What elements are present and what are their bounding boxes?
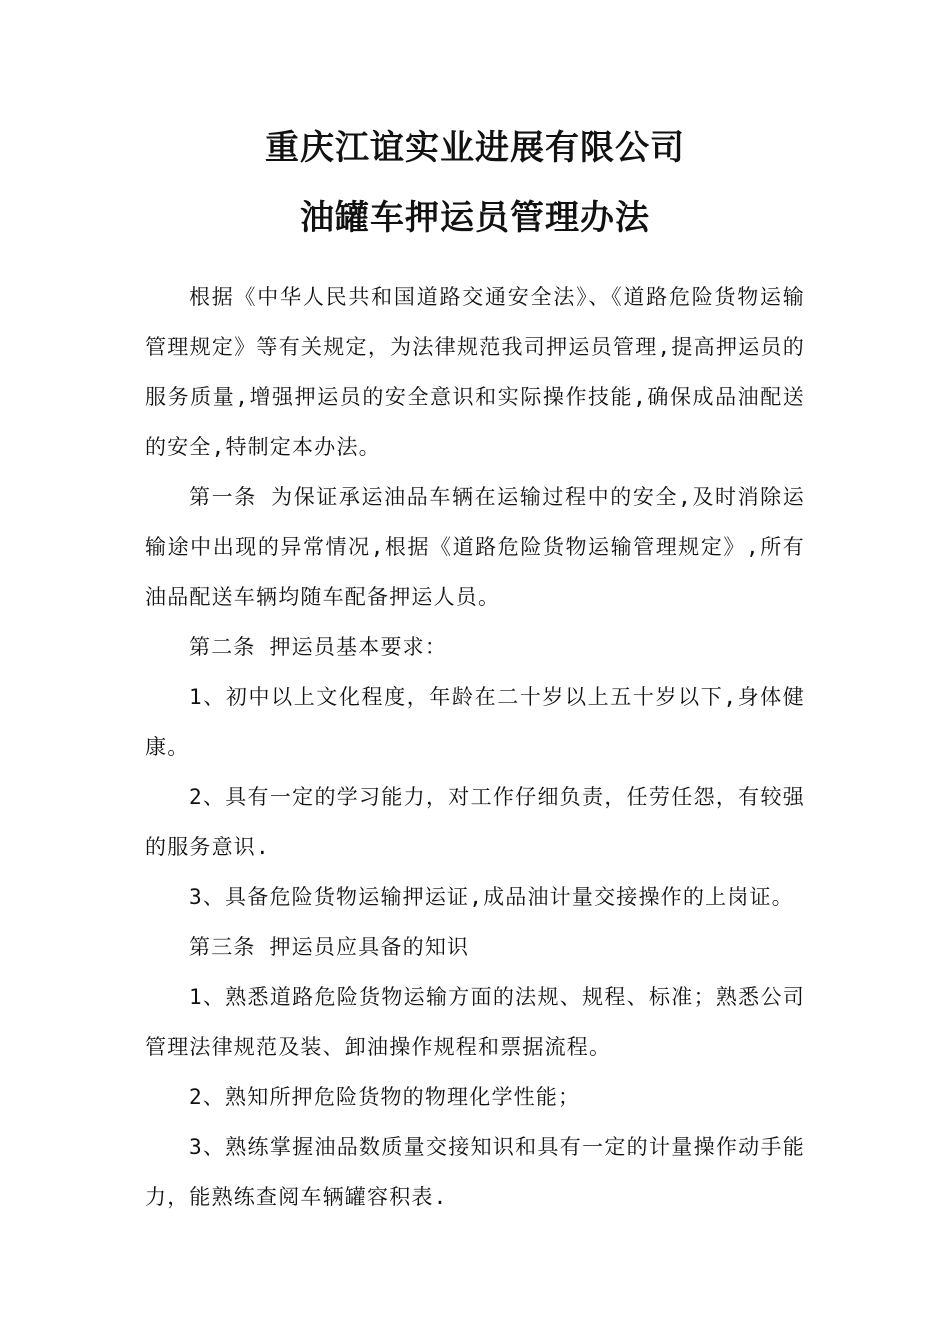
paragraph-article-3-item-3: 3、熟练掌握油品数质量交接知识和具有一定的计量操作动手能力，能熟练查阅车辆罐容积表.	[145, 1135, 805, 1209]
paragraph-article-3-item-2: 2、熟知所押危险货物的物理化学性能；	[189, 1085, 581, 1109]
document-title-company: 重庆江谊实业进展有限公司	[265, 128, 685, 168]
paragraph-article-3-item-1: 1、熟悉道路危险货物运输方面的法规、规程、标准；熟悉公司管理法律规范及装、卸油操作规程和票据流程。	[145, 985, 805, 1059]
paragraph-article-2-item-1: 1、初中以上文化程度，年龄在二十岁以上五十岁以下,身体健康。	[145, 685, 805, 759]
document-body	[145, 272, 805, 1222]
paragraph-article-2-item-3: 3、具备危险货物运输押运证,成品油计量交接操作的上岗证。	[189, 885, 794, 909]
document-title-regulation: 油罐车押运员管理办法	[300, 198, 650, 238]
paragraph-article-1: 第一条 为保证承运油品车辆在运输过程中的安全,及时消除运输途中出现的异常情况,根据《道路危险货物运输管理规定》,所有油品配送车辆均随车配备押运人员。	[145, 485, 805, 609]
paragraph-article-3-heading: 第三条 押运员应具备的知识	[189, 935, 470, 959]
paragraph-preamble: 根据《中华人民共和国道路交通安全法》、《道路危险货物运输管理规定》等有关规定，为法律规范我司押运员管理,提高押运员的服务质量,增强押运员的安全意识和实际操作技能,确保成品油配送的安全,特制定本办法。	[145, 285, 805, 459]
paragraph-article-2-heading: 第二条 押运员基本要求：	[189, 635, 448, 659]
paragraph-article-2-item-2: 2、具有一定的学习能力，对工作仔细负责，任劳任怨，有较强的服务意识.	[145, 785, 805, 859]
